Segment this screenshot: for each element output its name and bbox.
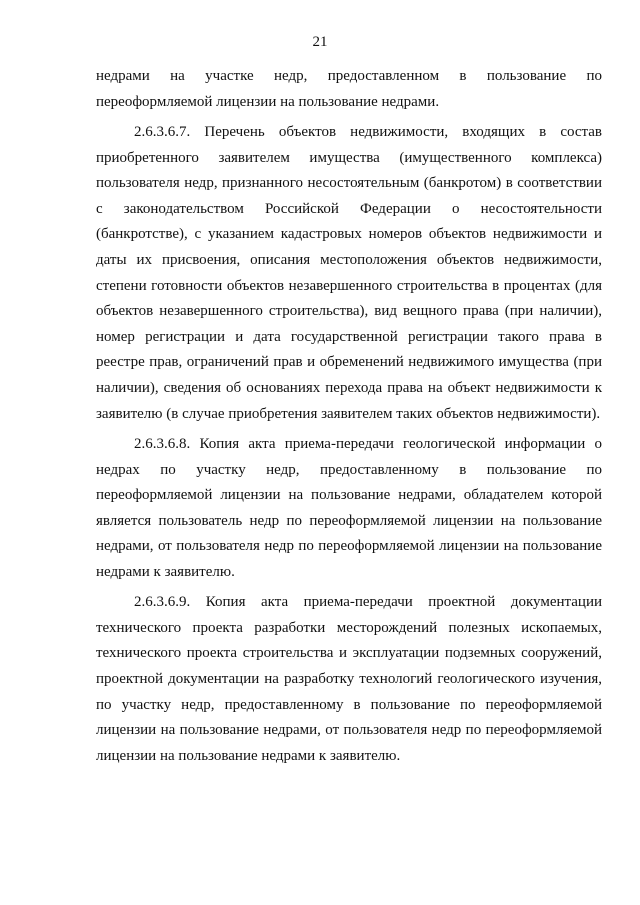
paragraph-2-6-3-6-8: 2.6.3.6.8. Копия акта приема-передачи геологической информации о недрах по участку недр, предоставленному в пользование по переоформляемой лицензии на пользование недрами, обладателем которой является пользователь недр по переоформляемой лицензии на пользование недрами, от пользователя недр по переоформляемой лицензии на пользование недрами к заявителю. [96, 435, 602, 580]
paragraph-2-6-3-6-9: 2.6.3.6.9. Копия акта приема-передачи проектной документации технического проекта разработки месторождений полезных ископаемых, технического проекта строительства и эксплуатации подземных сооружений, проектной документации на разработку технологий геологического изучения, по участку недр, предоставленному в пользование по переоформляемой лицензии на пользование недрами, от пользователя недр по переоформляемой лицензии на пользование недрами к заявителю. [96, 594, 602, 764]
paragraph-continuation: недрами на участке недр, предоставленном в пользование по переоформляемой лицензии на пользование недрами. [96, 68, 602, 110]
paragraph-2-6-3-6-7: 2.6.3.6.7. Перечень объектов недвижимости, входящих в состав приобретенного заявителем имущества (имущественного комплекса) пользователя недр, признанного несостоятельным (банкротом) в соответствии с законодательством Российской Федерации о несостоятельности (банкротстве), с указанием кадастровых номеров объектов недвижимости и даты их присвоения, описания местоположения объектов недвижимости, степени готовности объектов незавершенного строительства в процентах (для объектов незавершенного строительства), вид вещного права (при наличии), номер регистрации и дата государственной регистрации такого права в реестре прав, ограничений прав и обременений недвижимого имущества (при наличии), сведения об основаниях перехода права на объект недвижимости к заявителю (в случае приобретения заявителем таких объектов недвижимости). [96, 123, 602, 422]
page-number: 21 [312, 34, 328, 50]
document-body [96, 64, 602, 769]
